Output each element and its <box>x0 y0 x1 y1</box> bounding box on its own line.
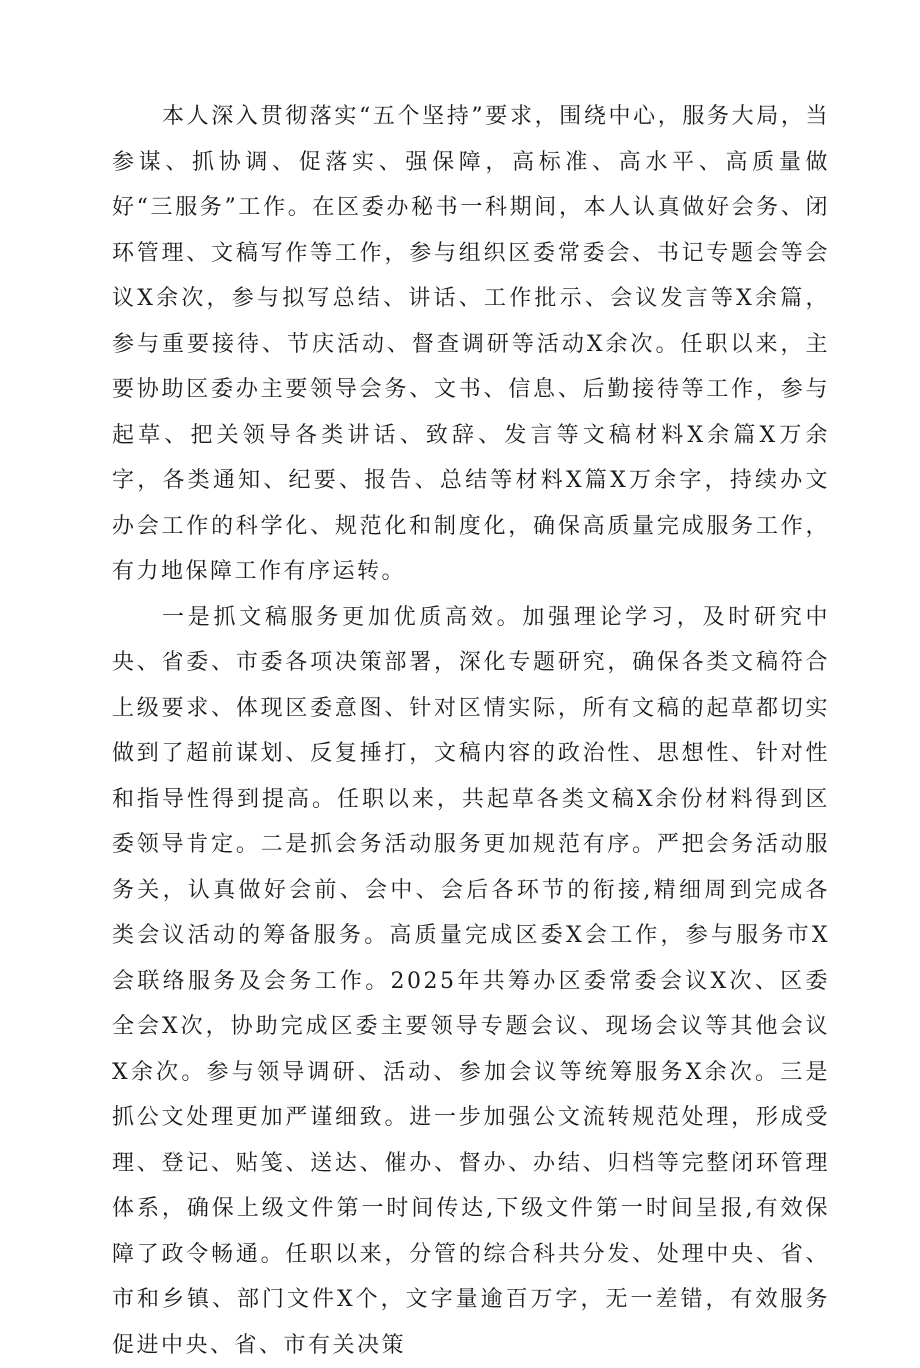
paragraph-achievements: 一是抓文稿服务更加优质高效。加强理论学习，及时研究中央、省委、市委各项决策部署，深化专题研究，确保各类文稿符合上级要求、体现区委意图、针对区情实际，所有文稿的起草都切实做到了超前谋划、反复捶打，文稿内容的政治性、思想性、针对性和指导性得到提高。任职以来，共起草各类文稿X余份材料得到区委领导肯定。二是抓会务活动服务更加规范有序。严把会务活动服务关，认真做好会前、会中、会后各环节的衔接,精细周到完成各类会议活动的筹备服务。高质量完成区委X会工作，参与服务市X会联络服务及会务工作。2025年共筹办区委常委会议X次、区委全会X次，协助完成区委主要领导专题会议、现场会议等其他会议X余次。参与领导调研、活动、参加会议等统筹服务X余次。三是抓公文处理更加严谨细致。进一步加强公文流转规范处理，形成受理、登记、贴笺、送达、催办、督办、办结、归档等完整闭环管理体系，确保上级文件第一时间传达,下级文件第一时间呈报,有效保障了政令畅通。任职以来，分管的综合科共分发、处理中央、省、市和乡镇、部门文件X个，文字量逾百万字，无一差错，有效服务促进中央、省、市有关决策 <box>112 595 830 1368</box>
paragraph-summary: 本人深入贯彻落实“五个坚持”要求，围绕中心，服务大局，当参谋、抓协调、促落实、强保障，高标准、高水平、高质量做好“三服务”工作。在区委办秘书一科期间，本人认真做好会务、闭环管理、文稿写作等工作，参与组织区委常委会、书记专题会等会议X余次，参与拟写总结、讲话、工作批示、会议发言等X余篇，参与重要接待、节庆活动、督查调研等活动X余次。任职以来，主要协助区委办主要领导会务、文书、信息、后勤接待等工作，参与起草、把关领导各类讲话、致辞、发言等文稿材料X余篇X万余字，各类通知、纪要、报告、总结等材料X篇X万余字，持续办文办会工作的科学化、规范化和制度化，确保高质量完成服务工作，有力地保障工作有序运转。 <box>112 94 830 595</box>
document-body <box>112 94 830 1368</box>
